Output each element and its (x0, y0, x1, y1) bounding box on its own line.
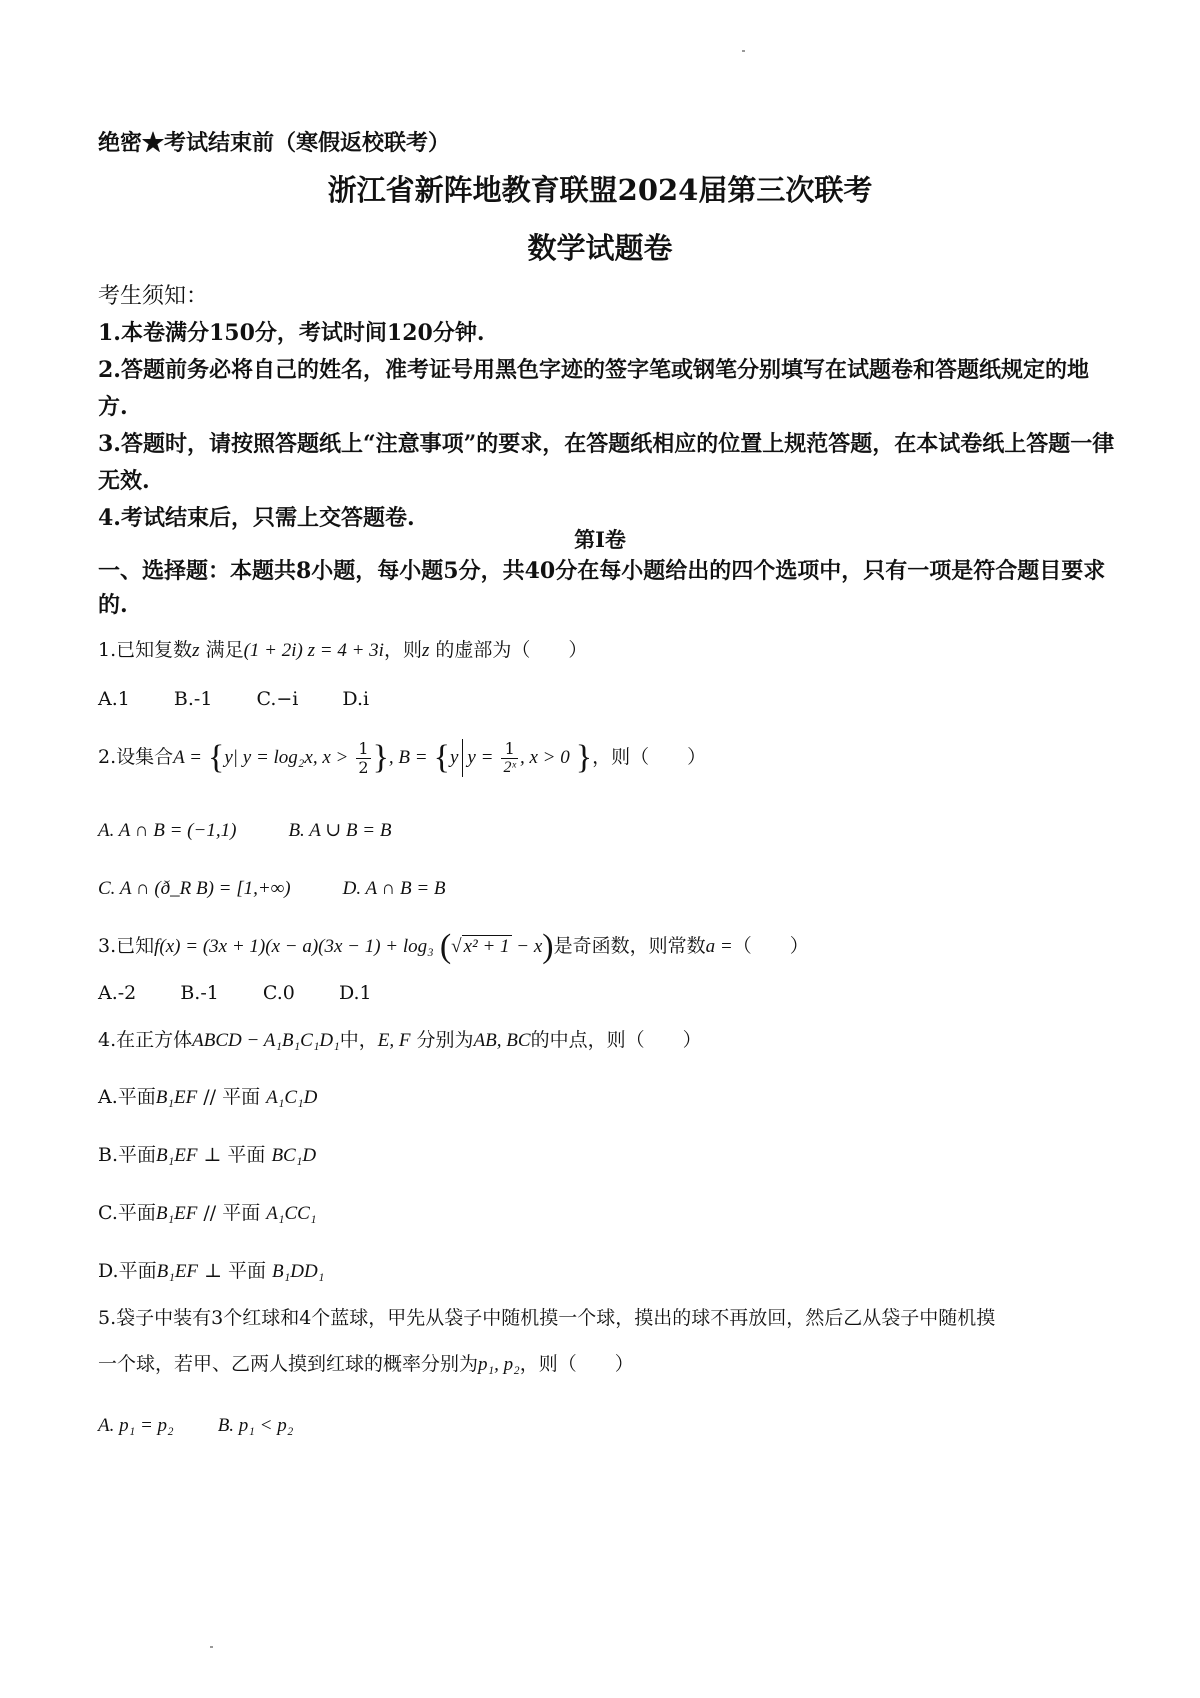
question-4-option-b: B.平面B₁EF ⊥ 平面 BC₁D (98, 1144, 317, 1166)
option: B. A ∪ B = B (288, 820, 392, 841)
option: D.1 (338, 982, 372, 1004)
question-3-options (98, 978, 1118, 1008)
option: B.-1 (173, 688, 213, 710)
sqrt-expression: x² + 1 (463, 936, 510, 957)
question-4: 4.在正方体ABCD − A₁B₁C₁D₁中，E, F 分别为AB, BC的中点，则（ ） (98, 1029, 702, 1051)
notice-item: 2.答题前务必将自己的姓名，准考证号用黑色字迹的签字笔或钢笔分别填写在试题卷和答题纸规定的地方. (98, 357, 1089, 420)
exam-subtitle: 数学试题卷 (527, 231, 673, 265)
option: A. A ∩ B = (−1,1) (98, 820, 237, 841)
question-4-option-d: D.平面B₁EF ⊥ 平面 B₁DD₁ (98, 1260, 325, 1282)
candidate-notice (98, 278, 1118, 537)
option: B. p₁ < p₂ (217, 1415, 294, 1436)
question-4-option-c: C.平面B₁EF // 平面 A₁CC₁ (98, 1202, 317, 1224)
notice-heading: 考生须知： (98, 284, 209, 309)
option: C. A ∩ (ð_R B) = [1,+∞) (98, 878, 291, 899)
question-2: 2.设集合A = {y| y = log₂x, x > $\frac{1}{2}$ }, B = {y y = $\frac{1}{\text{2ˣ}}$ , x > 0 }，则（ ） (98, 738, 707, 777)
notice-item: 4.考试结束后，只需上交答题卷. (98, 505, 415, 531)
question-3: 3.已知f(x) = (3x + 1)(x − a)(3x − 1) + log₃ (√ x² + 1 − x)是奇函数，则常数a =（ ） (98, 928, 809, 965)
exam-title: 浙江省新阵地教育联盟2024届第三次联考 (327, 173, 873, 207)
q1-equation: (1 + 2i) z = 4 + 3i (243, 640, 384, 661)
section-heading: 一、选择题：本题共8小题，每小题5分，共40分在每小题给出的四个选项中，只有一项是符合题目要求的. (98, 558, 1106, 618)
part-label: 第I卷 (574, 527, 626, 552)
question-5-line2: 一个球，若甲、乙两人摸到红球的概率分别为p₁, p₂，则（ ） (98, 1353, 634, 1375)
question-5-line1: 5.袋子中装有3个红球和4个蓝球，甲先从袋子中随机摸一个球，摸出的球不再放回，然后乙从袋子中随机摸 (98, 1307, 996, 1329)
fraction-half: $\frac{1}{2}$ (358, 738, 369, 777)
option: D.i (342, 688, 370, 710)
scan-speck (742, 50, 745, 52)
option: B.-1 (180, 982, 219, 1004)
option: A. p₁ = p₂ (98, 1415, 174, 1436)
option: D. A ∩ B = B (342, 878, 446, 899)
question-2-options-row1 (98, 815, 1118, 846)
option: C.−i (256, 688, 299, 710)
notice-item: 3.答题时，请按照答题纸上“注意事项”的要求，在答题纸相应的位置上规范答题，在本试卷纸上答题一律无效. (98, 431, 1115, 494)
fraction-exp: $\frac{1}{\text{2ˣ}}$ (503, 738, 516, 776)
confidential-header: 绝密★考试结束前（寒假返校联考） (98, 130, 451, 156)
option: A.1 (98, 688, 130, 710)
question-2-options-row2 (98, 873, 1118, 904)
question-1-options (98, 684, 1118, 714)
option: C.0 (262, 982, 295, 1004)
question-4-option-a: A.平面B₁EF // 平面 A₁C₁D (98, 1086, 318, 1108)
question-1: 1.已知复数z 满足(1 + 2i) z = 4 + 3i，则z 的虚部为（ ） (98, 639, 588, 661)
question-5-options (98, 1410, 1118, 1441)
scan-speck (210, 1646, 213, 1648)
notice-item: 1.本卷满分150分，考试时间120分钟. (98, 320, 485, 346)
option: A.-2 (98, 982, 137, 1004)
